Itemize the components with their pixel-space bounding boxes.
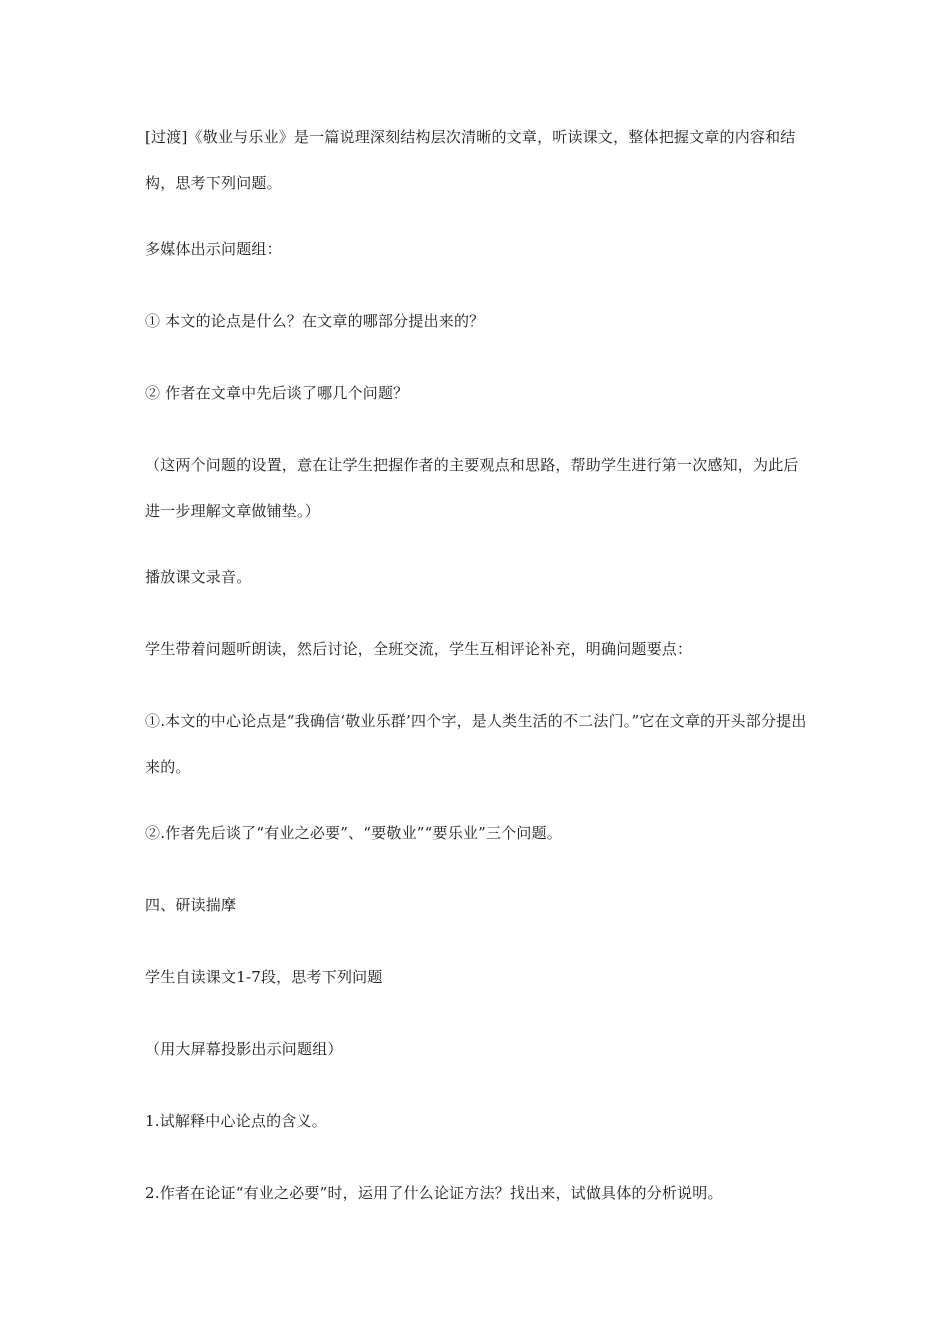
paragraph-answer-2: ②.作者先后谈了“有业之必要”、“要敬业”“要乐业”三个问题。 (145, 824, 562, 842)
paragraph-transition: [过渡]《敬业与乐业》是一篇说理深刻结构层次清晰的文章，听读课文，整体把握文章的内容和结构，思考下列问题。 (145, 128, 796, 192)
paragraph-projection: （用大屏幕投影出示问题组） (145, 1040, 343, 1058)
paragraph-task-2: 2.作者在论证“有业之必要”时，运用了什么论证方法？找出来，试做具体的分析说明。 (145, 1184, 723, 1202)
paragraph-self-read: 学生自读课文1-7段，思考下列问题 (145, 968, 383, 986)
paragraph-task-1: 1.试解释中心论点的含义。 (145, 1112, 327, 1130)
paragraph-discussion: 学生带着问题听朗读，然后讨论，全班交流，学生互相评论补充，明确问题要点： (145, 640, 693, 658)
paragraph-play-recording: 播放课文录音。 (145, 568, 252, 586)
paragraph-multimedia-intro: 多媒体出示问题组： (145, 240, 282, 258)
section-heading-study: 四、研读揣摩 (145, 896, 237, 914)
paragraph-question-1: ① 本文的论点是什么？在文章的哪部分提出来的？ (145, 312, 485, 330)
paragraph-answer-1: ①.本文的中心论点是“我确信‘敬业乐群’四个字，是人类生活的不二法门。”它在文章的开头部分提出来的。 (145, 712, 807, 776)
paragraph-design-note: （这两个问题的设置，意在让学生把握作者的主要观点和思路，帮助学生进行第一次感知，为此后进一步理解文章做铺垫。） (145, 456, 799, 520)
paragraph-question-2: ② 作者在文章中先后谈了哪几个问题？ (145, 384, 409, 402)
